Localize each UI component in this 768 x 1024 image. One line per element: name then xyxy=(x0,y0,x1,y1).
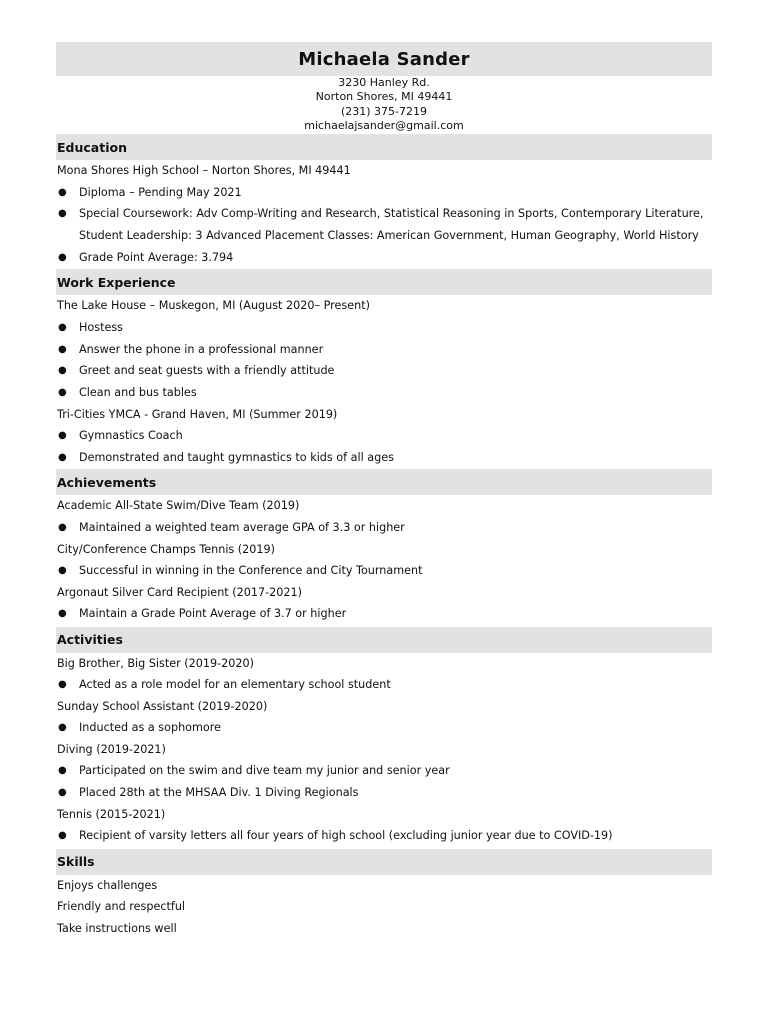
bullet-icon: ● xyxy=(58,430,67,442)
list-item: ● Maintained a weighted team average GPA of 3.3 or higher xyxy=(56,517,712,539)
bullet-icon: ● xyxy=(58,386,67,398)
section-heading-activities: Activities xyxy=(56,627,712,653)
skill-item: Enjoys challenges xyxy=(57,878,158,892)
bullet-icon: ● xyxy=(58,564,67,576)
activity-line: Big Brother, Big Sister (2019-2020) xyxy=(57,656,254,670)
bullet-icon: ● xyxy=(58,765,67,777)
section-heading-achievements: Achievements xyxy=(56,469,712,495)
phone-number: (231) 375-7219 xyxy=(340,104,428,118)
list-item: ● Successful in winning in the Conference and City Tournament xyxy=(56,560,712,582)
list-item: ● Greet and seat guests with a friendly attitude xyxy=(56,360,712,382)
list-item: ● Placed 28th at the MHSAA Div. 1 Diving Regionals xyxy=(56,782,712,804)
school-line: Mona Shores High School – Norton Shores, MI 49441 xyxy=(57,164,351,178)
list-item: ● Gymnastics Coach xyxy=(56,425,712,447)
list-item: ● Maintain a Grade Point Average of 3.7 or higher xyxy=(56,603,712,625)
activity-line: Diving (2019-2021) xyxy=(57,742,166,756)
achievement-line: Academic All-State Swim/Dive Team (2019) xyxy=(57,499,300,513)
resume-page xyxy=(56,42,712,939)
list-item: ● Clean and bus tables xyxy=(56,382,712,404)
section-heading-work-experience: Work Experience xyxy=(56,269,712,295)
job-line: The Lake House – Muskegon, MI (August 2020– Present) xyxy=(57,299,370,313)
list-item: ● Diploma – Pending May 2021 xyxy=(56,182,712,204)
list-item: ● Answer the phone in a professional manner xyxy=(56,339,712,361)
list-item: ● Hostess xyxy=(56,317,712,339)
list-item: ● Acted as a role model for an elementary school student xyxy=(56,674,712,696)
name-header-bar xyxy=(56,42,712,76)
bullet-icon: ● xyxy=(58,208,67,220)
bullet-icon: ● xyxy=(58,321,67,333)
skill-item: Friendly and respectful xyxy=(57,900,186,914)
achievement-line: City/Conference Champs Tennis (2019) xyxy=(57,542,276,556)
bullet-icon: ● xyxy=(58,186,67,198)
address-line-1: 3230 Hanley Rd. xyxy=(338,76,430,89)
bullet-icon: ● xyxy=(58,251,67,263)
activity-line: Sunday School Assistant (2019-2020) xyxy=(57,699,268,713)
address-line-2: Norton Shores, MI 49441 xyxy=(315,90,453,104)
list-item: ● Grade Point Average: 3.794 xyxy=(56,247,712,269)
bullet-icon: ● xyxy=(58,343,67,355)
bullet-icon: ● xyxy=(58,521,67,533)
section-heading-education: Education xyxy=(56,134,712,160)
contact-block xyxy=(56,76,712,133)
list-item: ● Inducted as a sophomore xyxy=(56,717,712,739)
list-item: ● Participated on the swim and dive team my junior and senior year xyxy=(56,760,712,782)
job-line: Tri-Cities YMCA - Grand Haven, MI (Summer 2019) xyxy=(57,407,338,421)
list-item: ● Special Coursework: Adv Comp-Writing and Research, Statistical Reasoning in Sports, Contemporary Literature, Student Leadership: 3 Advanced Placement Classes: American Government, Human Geography, World History xyxy=(56,203,712,246)
bullet-icon: ● xyxy=(58,679,67,691)
skill-item: Take instructions well xyxy=(57,921,177,935)
activity-line: Tennis (2015-2021) xyxy=(57,807,166,821)
bullet-icon: ● xyxy=(58,722,67,734)
bullet-icon: ● xyxy=(58,365,67,377)
section-heading-skills: Skills xyxy=(56,849,712,875)
list-item: ● Demonstrated and taught gymnastics to kids of all ages xyxy=(56,447,712,469)
bullet-icon: ● xyxy=(58,608,67,620)
bullet-icon: ● xyxy=(58,451,67,463)
email-address: michaelajsander@gmail.com xyxy=(304,118,464,132)
bullet-icon: ● xyxy=(58,830,67,842)
achievement-line: Argonaut Silver Card Recipient (2017-2021) xyxy=(57,585,302,599)
candidate-name: Michaela Sander xyxy=(298,48,470,70)
list-item: ● Recipient of varsity letters all four years of high school (excluding junior year due to COVID-19) xyxy=(56,825,712,847)
bullet-icon: ● xyxy=(58,787,67,799)
